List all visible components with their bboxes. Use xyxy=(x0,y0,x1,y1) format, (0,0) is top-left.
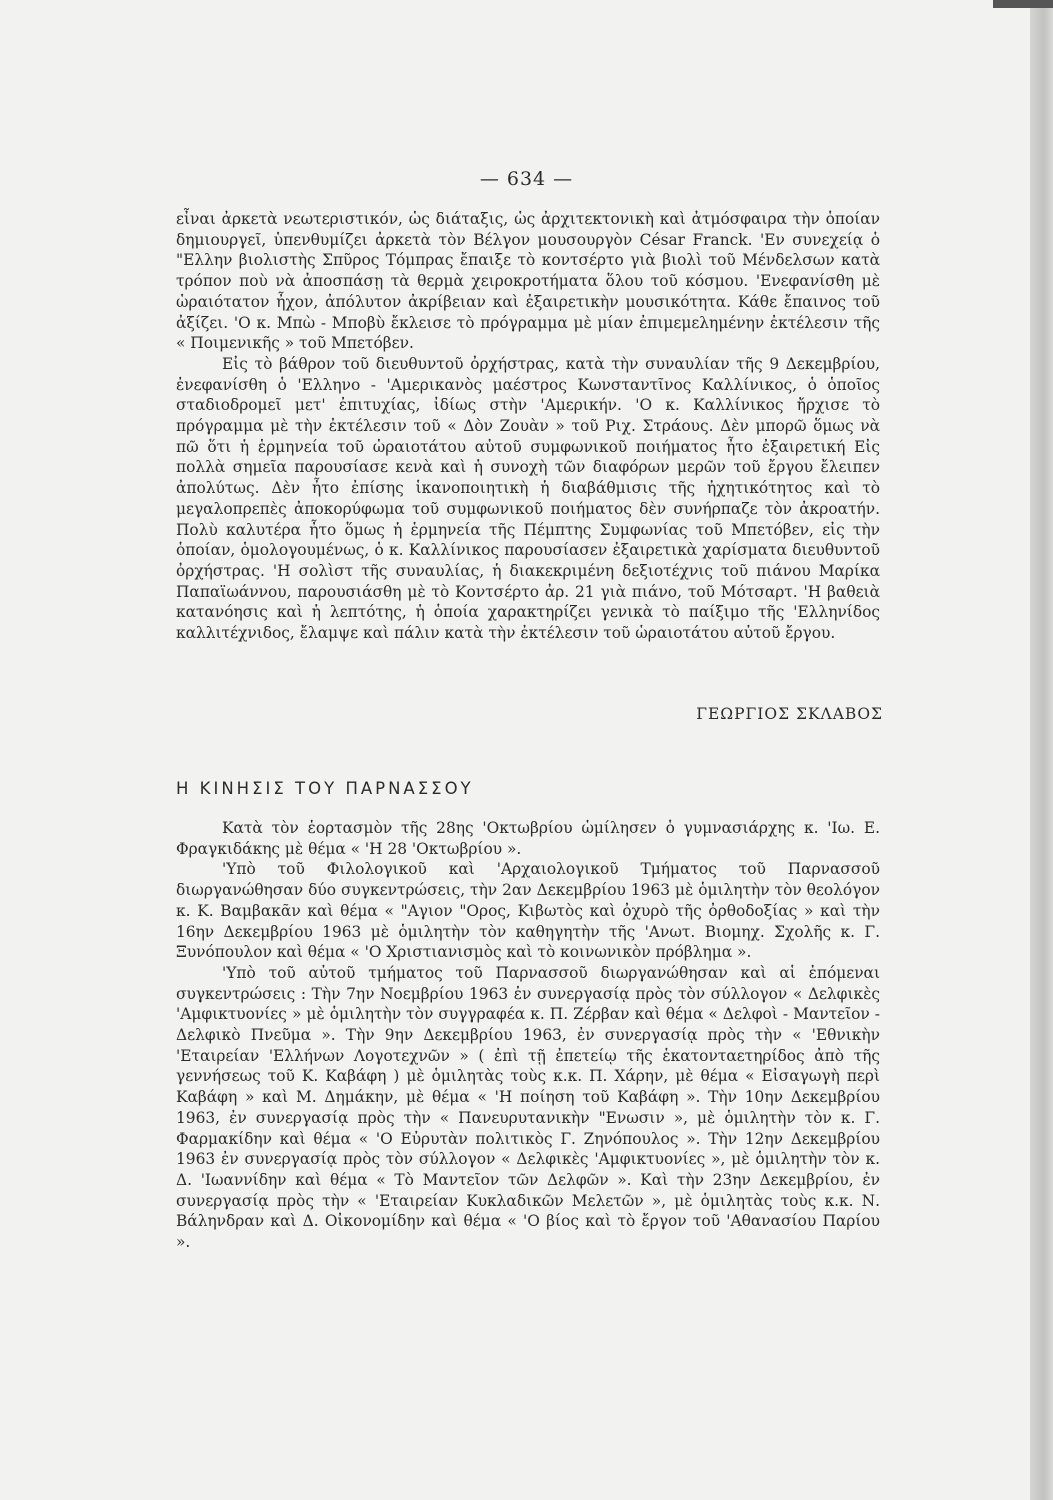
section-text xyxy=(176,818,880,1253)
section-heading: Η ΚΙΝΗΣΙΣ ΤΟΥ ΠΑΡΝΑΣΣΟΥ xyxy=(176,779,474,798)
section-paragraph: 'Υπὸ τοῦ αὐτοῦ τμήματος τοῦ Παρνασσοῦ διωργανώθησαν καὶ αἱ ἑπόμεναι συγκεντρώσεις : Τὴν 7ην Νοεμβρίου 1963 ἐν συνεργασίᾳ πρὸς τὸν σύλλογον « Δελφικὲς 'Αμφικτυονίες » μὲ ὁμιλητὴν τὸν συγγραφέα κ. Π. Ζέρβαν καὶ θέμα « Δελφοὶ - Μαντεῖον - Δελφικὸ Πνεῦμα ». Τὴν 9ην Δεκεμβρίου 1963, ἐν συνεργασίᾳ πρὸς τὴν « 'Εθνικὴν 'Εταιρείαν 'Ελλήνων Λογοτεχνῶν » ( ἐπὶ τῇ ἐπετείῳ τῆς ἑκατονταετηρίδος ἀπὸ τῆς γεννήσεως τοῦ Κ. Καβάφη ) μὲ ὁμιλητὰς τοὺς κ.κ. Π. Χάρην, μὲ θέμα « Εἰσαγωγὴ περὶ Καβάφη » καὶ Μ. Δημάκην, μὲ θέμα « 'Η ποίηση τοῦ Καβάφη ». Τὴν 10ην Δεκεμβρίου 1963, ἐν συνεργασίᾳ πρὸς τὴν « Πανευρυτανικὴν "Ενωσιν », μὲ ὁμιλητὴν τὸν κ. Γ. Φαρμακίδην καὶ θέμα « 'Ο Εὐρυτὰν πολιτικὸς Γ. Ζηνόπουλος ». Τὴν 12ην Δεκεμβρίου 1963 ἐν συνεργασίᾳ πρὸς τὸν σύλλογον « Δελφικὲς 'Αμφικτυονίες », μὲ ὁμιλητὴν τὸν κ. Δ. 'Ιωαννίδην καὶ θέμα « Τὸ Μαντεῖον τῶν Δελφῶν ». Καὶ τὴν 23ην Δεκεμβρίου, ἐν συνεργασίᾳ πρὸς τὴν « 'Εταιρείαν Κυκλαδικῶν Μελετῶν », μὲ ὁμιλητὰς τοὺς κ.κ. Ν. Βάληνδραν καὶ Δ. Οἰκονομίδην καὶ θέμα « 'Ο βίος καὶ τὸ ἔργον τοῦ 'Αθανασίου Παρίου ». xyxy=(176,963,880,1252)
scan-edge xyxy=(993,0,1053,8)
page-number: — 634 — xyxy=(479,168,574,190)
section-paragraph: 'Υπὸ τοῦ Φιλολογικοῦ καὶ 'Αρχαιολογικοῦ Τμήματος τοῦ Παρνασσοῦ διωργανώθησαν δύο συγκεντρώσεις, τὴν 2αν Δεκεμβρίου 1963 μὲ ὁμιλητὴν τὸν θεολόγον κ. Κ. Βαμβακᾶν καὶ θέμα « "Αγιον "Ορος, Κιβωτὸς καὶ ὀχυρὸ τῆς ὀρθοδοξίας » καὶ τὴν 16ην Δεκεμβρίου 1963 μὲ ὁμιλητὴν τὸν καθηγητὴν τῆς 'Ανωτ. Βιομηχ. Σχολῆς κ. Γ. Ξυνόπουλον καὶ θέμα « 'Ο Χριστιανισμὸς καὶ τὸ κοινωνικὸν πρόβλημα ». xyxy=(176,860,880,962)
book-spine xyxy=(1030,0,1053,1500)
review-text xyxy=(176,209,880,644)
section-paragraph: Κατὰ τὸν ἑορτασμὸν τῆς 28ης 'Οκτωβρίου ὡμίλησεν ὁ γυμνασιάρχης κ. 'Ιω. Ε. Φραγκιδάκης μὲ θέμα « 'Η 28 'Οκτωβρίου ». xyxy=(176,819,880,858)
review-paragraph: εἶναι ἀρκετὰ νεωτεριστικόν, ὡς διάταξις, ὡς ἀρχιτεκτονικὴ καὶ ἀτμόσφαιρα τὴν ὁποίαν δημιουργεῖ, ὑπενθυμίζει ἀρκετὰ τὸν Βέλγον μουσουργὸν César Franck. 'Εν συνεχείᾳ ὁ "Ελλην βιολιστὴς Σπῦρος Τόμπρας ἔπαιξε τὸ κοντσέρτο γιὰ βιολὶ τοῦ Μένδελσων κατὰ τρόπον ποὺ νὰ ἀποσπάσῃ τὰ θερμὰ χειροκροτήματα ὅλου τοῦ κόσμου. 'Ενεφανίσθη μὲ ὡραιότατον ἦχον, ἀπόλυτον ἀκρίβειαν καὶ ἐξαιρετικὴν μουσικότητα. Κάθε ἔπαινος τοῦ ἀξίζει. 'Ο κ. Μπὼ - Μποβὺ ἔκλεισε τὸ πρόγραμμα μὲ μίαν ἐπιμεμελημένην ἐκτέλεσιν τῆς « Ποιμενικῆς » τοῦ Μπετόβεν. xyxy=(176,210,880,353)
review-paragraph: Εἰς τὸ βάθρον τοῦ διευθυντοῦ ὀρχήστρας, κατὰ τὴν συναυλίαν τῆς 9 Δεκεμβρίου, ἐνεφανίσθη ὁ 'Ελληνο - 'Αμερικανὸς μαέστρος Κωνσταντῖνος Καλλίνικος, ὁ ὁποῖος σταδιοδρομεῖ μετ' ἐπιτυχίας, ἰδίως στὴν 'Αμερικήν. 'Ο κ. Καλλίνικος ἤρχισε τὸ πρόγραμμα μὲ τὴν ἐκτέλεσιν τοῦ « Δὸν Ζουὰν » τοῦ Ριχ. Στράους. Δὲν μπορῶ ὅμως νὰ πῶ ὅτι ἡ ἑρμηνεία τοῦ ὡραιοτάτου αὐτοῦ συμφωνικοῦ ποιήματος ἦτο ἐξαιρετική Εἰς πολλὰ σημεῖα παρουσίασε κενὰ καὶ ἡ συνοχὴ τῶν διαφόρων μερῶν τοῦ ἔργου ἔλειπεν ἀπολύτως. Δὲν ἦτο ἐπίσης ἱκανοποιητικὴ ἡ διαβάθμισις τῆς ἠχητικότητος καὶ τὸ μεγαλοπρεπὲς ἀποκορύφωμα τοῦ συμφωνικοῦ ποιήματος δὲν συνήρπαζε τὸν ἀκροατήν. Πολὺ καλυτέρα ἦτο ὅμως ἡ ἑρμηνεία τῆς Πέμπτης Συμφωνίας τοῦ Μπετόβεν, εἰς τὴν ὁποίαν, ὁμολογουμένως, ὁ κ. Καλλίνικος παρουσίασεν ἐξαιρετικὰ χαρίσματα διευθυντοῦ ὀρχήστρας. 'Η σολὶστ τῆς συναυλίας, ἡ διακεκριμένη δεξιοτέχνις τοῦ πιάνου Μαρίκα Παπαϊωάννου, παρουσιάσθη μὲ τὸ Κοντσέρτο ἀρ. 21 γιὰ πιάνο, τοῦ Μότσαρτ. 'Η βαθειὰ κατανόησις καὶ ἡ λεπτότης, ἡ ὁποία χαρακτηρίζει γενικὰ τὸ παίξιμο τῆς 'Ελληνίδος καλλιτέχνιδος, ἔλαμψε καὶ πάλιν κατὰ τὴν ἐκτέλεσιν τοῦ ὡραιοτάτου αὐτοῦ ἔργου. xyxy=(176,354,880,643)
author-signature: ΓΕΩΡΓΙΟΣ ΣΚΛΑΒΟΣ xyxy=(696,705,883,723)
